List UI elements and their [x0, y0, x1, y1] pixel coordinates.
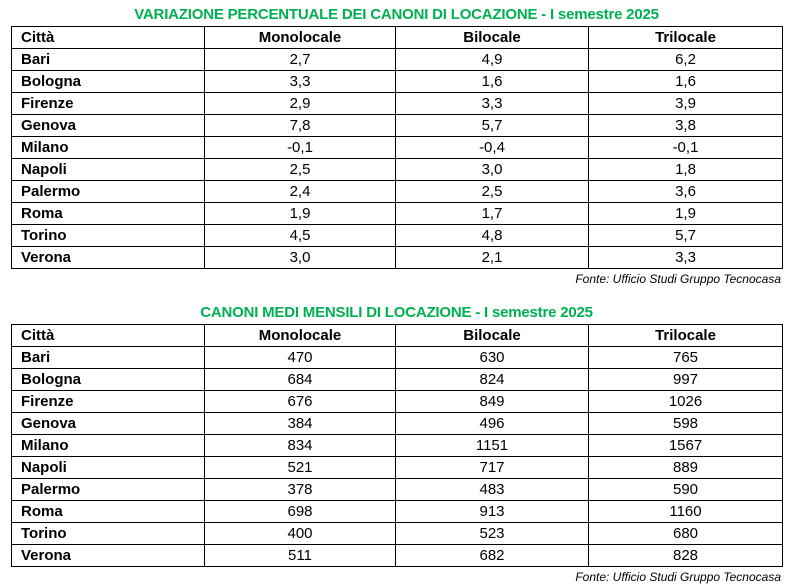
bilocale-cell: 849: [396, 391, 589, 413]
table-row: [12, 115, 783, 137]
trilocale-cell: 828: [589, 545, 783, 567]
city-cell: Torino: [12, 523, 205, 545]
trilocale-cell: 889: [589, 457, 783, 479]
monolocale-cell: 4,5: [205, 225, 396, 247]
table-row: [12, 347, 783, 369]
trilocale-cell: 5,7: [589, 225, 783, 247]
table-row: [12, 545, 783, 567]
bilocale-cell: 2,5: [396, 181, 589, 203]
monolocale-cell: 384: [205, 413, 396, 435]
bilocale-cell: 1,7: [396, 203, 589, 225]
bilocale-cell: 630: [396, 347, 589, 369]
trilocale-cell: 3,6: [589, 181, 783, 203]
column-header-trilocale: Trilocale: [589, 325, 783, 347]
table-row: [12, 479, 783, 501]
table-row: [12, 93, 783, 115]
monolocale-cell: 834: [205, 435, 396, 457]
trilocale-cell: 1,8: [589, 159, 783, 181]
monolocale-cell: 676: [205, 391, 396, 413]
monolocale-cell: -0,1: [205, 137, 396, 159]
column-header-city: Città: [12, 325, 205, 347]
column-header-city: Città: [12, 27, 205, 49]
trilocale-cell: 3,8: [589, 115, 783, 137]
average-rent-title: CANONI MEDI MENSILI DI LOCAZIONE - I semestre 2025: [200, 304, 593, 321]
table-row: [12, 501, 783, 523]
table-row: [12, 181, 783, 203]
monolocale-cell: 400: [205, 523, 396, 545]
column-header-bilocale: Bilocale: [396, 27, 589, 49]
city-cell: Firenze: [12, 93, 205, 115]
trilocale-cell: 1,9: [589, 203, 783, 225]
table-row: [12, 225, 783, 247]
trilocale-cell: 3,9: [589, 93, 783, 115]
trilocale-cell: 598: [589, 413, 783, 435]
column-header-monolocale: Monolocale: [205, 27, 396, 49]
bilocale-cell: 824: [396, 369, 589, 391]
source-note: Fonte: Ufficio Studi Gruppo Tecnocasa: [575, 570, 781, 584]
bilocale-cell: 523: [396, 523, 589, 545]
city-cell: Bologna: [12, 369, 205, 391]
rent-variation-table: [11, 26, 783, 269]
city-cell: Bari: [12, 49, 205, 71]
bilocale-cell: 1151: [396, 435, 589, 457]
monolocale-cell: 2,9: [205, 93, 396, 115]
table-row: [12, 523, 783, 545]
table-row: [12, 247, 783, 269]
city-cell: Napoli: [12, 457, 205, 479]
column-header-bilocale: Bilocale: [396, 325, 589, 347]
trilocale-cell: -0,1: [589, 137, 783, 159]
city-cell: Palermo: [12, 181, 205, 203]
bilocale-cell: -0,4: [396, 137, 589, 159]
bilocale-cell: 4,9: [396, 49, 589, 71]
city-cell: Firenze: [12, 391, 205, 413]
table-row: [12, 49, 783, 71]
trilocale-cell: 680: [589, 523, 783, 545]
table-row: [12, 457, 783, 479]
table-row: [12, 391, 783, 413]
bilocale-cell: 913: [396, 501, 589, 523]
trilocale-cell: 1160: [589, 501, 783, 523]
monolocale-cell: 3,0: [205, 247, 396, 269]
city-cell: Bari: [12, 347, 205, 369]
rent-variation-title: VARIAZIONE PERCENTUALE DEI CANONI DI LOCAZIONE - I semestre 2025: [134, 6, 659, 23]
monolocale-cell: 521: [205, 457, 396, 479]
bilocale-cell: 5,7: [396, 115, 589, 137]
column-header-trilocale: Trilocale: [589, 27, 783, 49]
city-cell: Milano: [12, 435, 205, 457]
city-cell: Palermo: [12, 479, 205, 501]
monolocale-cell: 511: [205, 545, 396, 567]
city-cell: Napoli: [12, 159, 205, 181]
table-row: [12, 137, 783, 159]
monolocale-cell: 3,3: [205, 71, 396, 93]
city-cell: Torino: [12, 225, 205, 247]
city-cell: Genova: [12, 413, 205, 435]
bilocale-cell: 717: [396, 457, 589, 479]
city-cell: Roma: [12, 501, 205, 523]
bilocale-cell: 2,1: [396, 247, 589, 269]
monolocale-cell: 684: [205, 369, 396, 391]
table-row: [12, 435, 783, 457]
city-cell: Verona: [12, 247, 205, 269]
bilocale-cell: 1,6: [396, 71, 589, 93]
monolocale-cell: 378: [205, 479, 396, 501]
rent-variation-body: [12, 49, 783, 269]
table-row: [12, 413, 783, 435]
table-row: [12, 159, 783, 181]
trilocale-cell: 1567: [589, 435, 783, 457]
city-cell: Milano: [12, 137, 205, 159]
average-rent-body: [12, 347, 783, 567]
bilocale-cell: 682: [396, 545, 589, 567]
trilocale-cell: 765: [589, 347, 783, 369]
city-cell: Roma: [12, 203, 205, 225]
bilocale-cell: 3,3: [396, 93, 589, 115]
trilocale-cell: 6,2: [589, 49, 783, 71]
trilocale-cell: 3,3: [589, 247, 783, 269]
city-cell: Genova: [12, 115, 205, 137]
trilocale-cell: 590: [589, 479, 783, 501]
monolocale-cell: 698: [205, 501, 396, 523]
average-rent-section: [11, 302, 782, 585]
monolocale-cell: 470: [205, 347, 396, 369]
source-note: Fonte: Ufficio Studi Gruppo Tecnocasa: [575, 272, 781, 286]
monolocale-cell: 2,5: [205, 159, 396, 181]
monolocale-cell: 7,8: [205, 115, 396, 137]
city-cell: Verona: [12, 545, 205, 567]
trilocale-cell: 1,6: [589, 71, 783, 93]
monolocale-cell: 2,4: [205, 181, 396, 203]
table-header-row: [12, 325, 783, 347]
column-header-monolocale: Monolocale: [205, 325, 396, 347]
table-header-row: [12, 27, 783, 49]
city-cell: Bologna: [12, 71, 205, 93]
table-row: [12, 369, 783, 391]
bilocale-cell: 483: [396, 479, 589, 501]
monolocale-cell: 1,9: [205, 203, 396, 225]
bilocale-cell: 496: [396, 413, 589, 435]
bilocale-cell: 4,8: [396, 225, 589, 247]
table-row: [12, 71, 783, 93]
table-row: [12, 203, 783, 225]
trilocale-cell: 1026: [589, 391, 783, 413]
trilocale-cell: 997: [589, 369, 783, 391]
rent-variation-section: [11, 4, 782, 287]
bilocale-cell: 3,0: [396, 159, 589, 181]
monolocale-cell: 2,7: [205, 49, 396, 71]
average-rent-table: [11, 324, 783, 567]
